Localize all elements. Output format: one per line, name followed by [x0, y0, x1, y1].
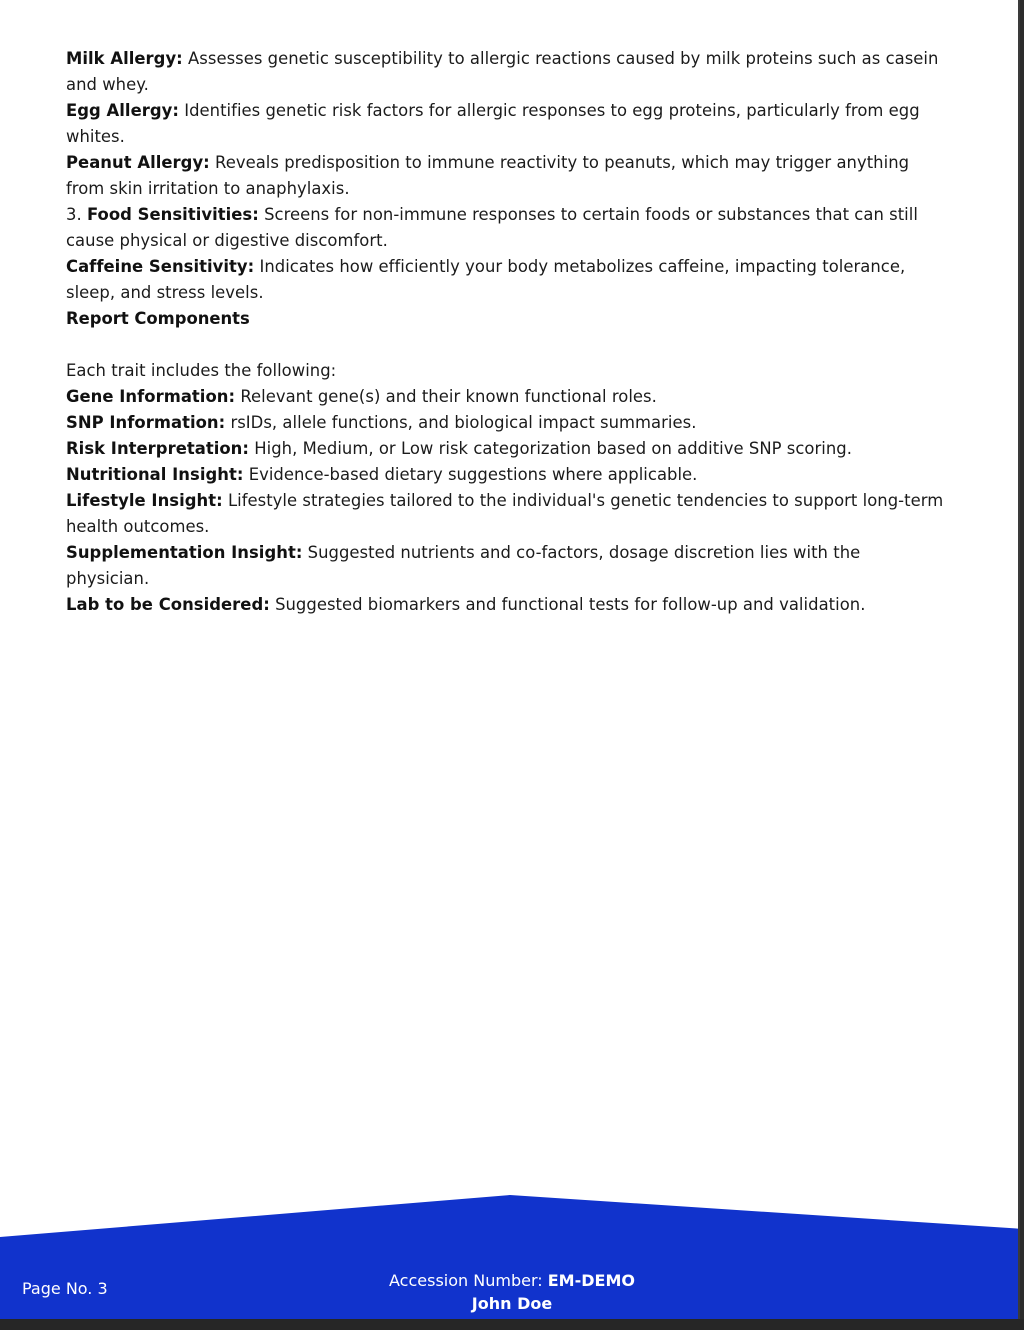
- paragraph-lab-to-be-considered: [66, 592, 948, 618]
- lead-nutritional-insight: Nutritional Insight:: [66, 465, 244, 484]
- patient-name: John Doe: [471, 1294, 553, 1313]
- lead-lifestyle-insight: Lifestyle Insight:: [66, 491, 223, 510]
- text-gene-information: Relevant gene(s) and their known functional roles.: [235, 387, 657, 406]
- paragraph-risk-interpretation: [66, 436, 948, 462]
- text-lab-to-be-considered: Suggested biomarkers and functional tests for follow-up and validation.: [269, 595, 866, 614]
- text-egg-allergy: Identifies genetic risk factors for allergic responses to egg proteins, particularly from egg whites.: [66, 101, 920, 146]
- section-heading-report-components: Report Components: [66, 309, 250, 328]
- lead-food-sensitivities: Food Sensitivities:: [86, 205, 259, 224]
- paragraph-caffeine-sensitivity: [66, 254, 948, 306]
- lead-supplementation-insight: Supplementation Insight:: [66, 543, 303, 562]
- text-peanut-allergy: Reveals predisposition to immune reactivity to peanuts, which may trigger anything from skin irritation to anaphylaxis.: [66, 153, 910, 198]
- accession-value: EM-DEMO: [547, 1271, 635, 1290]
- lead-caffeine-sensitivity: Caffeine Sensitivity:: [66, 257, 255, 276]
- lead-peanut-allergy: Peanut Allergy:: [66, 153, 210, 172]
- footer-text-group: [0, 1195, 1024, 1319]
- document-body: [66, 46, 948, 618]
- lead-gene-information: Gene Information:: [66, 387, 236, 406]
- lead-snp-information: SNP Information:: [66, 413, 226, 432]
- paragraph-supplementation-insight: [66, 540, 948, 592]
- page-right-margin: [1020, 0, 1024, 1330]
- paragraph-egg-allergy: [66, 98, 948, 150]
- text-nutritional-insight: Evidence-based dietary suggestions where applicable.: [243, 465, 698, 484]
- paragraph-lifestyle-insight: [66, 488, 948, 540]
- text-food-sensitivities: Screens for non-immune responses to certain foods or substances that can still cause physical or digestive discomfort.: [66, 205, 918, 250]
- text-lifestyle-insight: Lifestyle strategies tailored to the individual's genetic tendencies to support long-term health outcomes.: [66, 491, 944, 536]
- accession-line: [0, 1271, 1024, 1290]
- paragraph-peanut-allergy: [66, 150, 948, 202]
- page-top-edge: [0, 0, 1024, 3]
- page-footer: [0, 1195, 1024, 1319]
- lead-egg-allergy: Egg Allergy:: [66, 101, 179, 120]
- page-bottom-rule: [0, 1319, 1024, 1330]
- paragraph-food-sensitivities: [66, 202, 948, 254]
- accession-label: Accession Number:: [389, 1271, 543, 1290]
- text-risk-interpretation: High, Medium, or Low risk categorization based on additive SNP scoring.: [248, 439, 852, 458]
- lead-risk-interpretation: Risk Interpretation:: [66, 439, 249, 458]
- lead-lab-to-be-considered: Lab to be Considered:: [66, 595, 270, 614]
- lead-milk-allergy: Milk Allergy:: [66, 49, 183, 68]
- text-caffeine-sensitivity: Indicates how efficiently your body metabolizes caffeine, impacting tolerance, sleep, and stress levels.: [66, 257, 906, 302]
- paragraph-snp-information: [66, 410, 948, 436]
- numbering-food-sensitivities: 3.: [66, 205, 87, 224]
- text-supplementation-insight: Suggested nutrients and co-factors, dosage discretion lies with the physician.: [66, 543, 861, 588]
- paragraph-milk-allergy: [66, 46, 948, 98]
- paragraph-nutritional-insight: [66, 462, 948, 488]
- text-milk-allergy: Assesses genetic susceptibility to allergic reactions caused by milk proteins such as casein and whey.: [66, 49, 939, 94]
- paragraph-intro: Each trait includes the following:: [66, 361, 337, 380]
- page-number-label: Page No. 3: [22, 1279, 108, 1298]
- paragraph-gene-information: [66, 384, 948, 410]
- text-snp-information: rsIDs, allele functions, and biological impact summaries.: [225, 413, 697, 432]
